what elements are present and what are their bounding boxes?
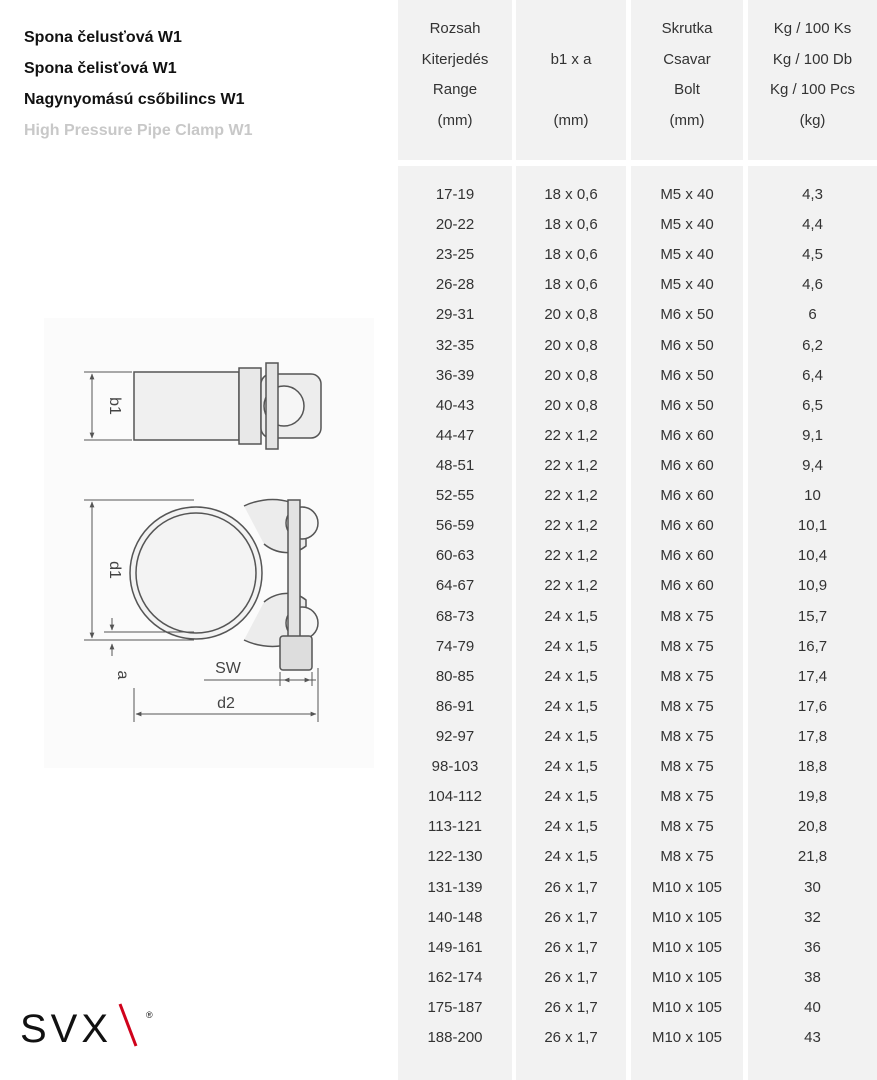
table-cell: 4,6 (802, 276, 823, 294)
table-cell: 20 x 0,8 (544, 306, 598, 324)
table-cell: M6 x 50 (660, 336, 714, 354)
header-line: (kg) (799, 111, 826, 129)
title-cz: Spona čelisťová W1 (24, 60, 177, 77)
table-cell: 23-25 (435, 246, 475, 264)
table-cell: 10,1 (797, 517, 828, 535)
table-cell: M6 x 60 (660, 487, 714, 505)
table-cell: 22 x 1,2 (544, 577, 598, 595)
header-line: Csavar (663, 50, 711, 68)
table-cell: 26 x 1,7 (544, 998, 598, 1016)
table-cell: 24 x 1,5 (544, 697, 598, 715)
table-cell: M8 x 75 (660, 727, 714, 745)
table-cell: 22 x 1,2 (544, 517, 598, 535)
table-cell: 48-51 (435, 456, 475, 474)
header-line: Kiterjedés (421, 50, 489, 68)
table-cell: 44-47 (435, 426, 475, 444)
table-cell: 26 x 1,7 (544, 908, 598, 926)
table-cell: 18 x 0,6 (544, 246, 598, 264)
table-cell: M6 x 60 (660, 426, 714, 444)
table-cell: M8 x 75 (660, 758, 714, 776)
logo-slash (120, 1004, 136, 1046)
table-cell: 24 x 1,5 (544, 788, 598, 806)
table-cell: M5 x 40 (660, 246, 714, 264)
table-cell: M8 x 75 (660, 788, 714, 806)
table-cell: 52-55 (435, 487, 475, 505)
table-cell: 26 x 1,7 (544, 968, 598, 986)
table-cell: 40 (804, 998, 821, 1016)
table-cell: 64-67 (435, 577, 475, 595)
table-cell: 4,3 (802, 186, 823, 203)
clamp-technical-drawing (44, 318, 374, 768)
table-cell: M6 x 60 (660, 456, 714, 474)
product-titles (24, 22, 253, 146)
table-cell: M6 x 60 (660, 577, 714, 595)
table-cell: 20 x 0,8 (544, 366, 598, 384)
column-cells (631, 180, 743, 1053)
table-cell: M10 x 105 (651, 1029, 723, 1047)
table-cell: 10,4 (797, 547, 828, 565)
table-cell: M6 x 50 (660, 366, 714, 384)
table-cell: 22 x 1,2 (544, 547, 598, 565)
dim-label-d2: d2 (217, 695, 235, 712)
dim-label-d1: d1 (106, 561, 123, 579)
dim-label-a: a (114, 670, 131, 680)
header-line: Range (432, 81, 478, 98)
table-cell: 26 x 1,7 (544, 1029, 598, 1047)
table-cell: 104-112 (428, 788, 482, 806)
table-cell: 60-63 (435, 547, 475, 565)
table-cell: 24 x 1,5 (544, 848, 598, 866)
table-cell: 10 (804, 487, 821, 505)
table-cell: 24 x 1,5 (544, 818, 598, 836)
table-cell: 18,8 (797, 758, 828, 776)
header-line: Skrutka (661, 20, 713, 37)
table-cell: M8 x 75 (660, 818, 714, 836)
header-line: Bolt (674, 81, 700, 98)
table-cell: 74-79 (435, 637, 475, 655)
table-cell: M6 x 60 (660, 517, 714, 535)
table-cell: 15,7 (797, 607, 828, 625)
title-sk: Spona čelusťová W1 (24, 29, 182, 46)
column-cells (748, 180, 877, 1053)
table-cell: 24 x 1,5 (544, 667, 598, 685)
table-cell: 32 (804, 908, 821, 926)
table-cell: 4,4 (802, 216, 823, 234)
table-cell: M5 x 40 (660, 186, 714, 203)
table-cell: 22 x 1,2 (544, 426, 598, 444)
header-line (516, 14, 626, 45)
table-cell: M10 x 105 (651, 938, 723, 956)
table-cell: M5 x 40 (660, 216, 714, 234)
table-cell: M6 x 50 (660, 396, 714, 414)
table-cell: 18 x 0,6 (544, 276, 598, 294)
table-cell: 9,4 (802, 456, 823, 474)
column-header (631, 14, 743, 136)
table-cell: 20,8 (797, 818, 828, 836)
header-divider (398, 160, 877, 166)
svx-logo (20, 1000, 160, 1050)
table-cell: 22 x 1,2 (544, 487, 598, 505)
table-cell: 4,5 (802, 246, 823, 264)
table-cell: 18 x 0,6 (544, 186, 598, 203)
table-cell: M6 x 60 (660, 547, 714, 565)
table-cell: 188-200 (427, 1029, 483, 1047)
table-cell: 26-28 (435, 276, 475, 294)
table-cell: M8 x 75 (660, 637, 714, 655)
table-cell: 162-174 (427, 968, 483, 986)
table-cell: 10,9 (797, 577, 828, 595)
header-line: (mm) (437, 111, 473, 129)
header-line: b1 x a (550, 50, 592, 68)
table-cell: 86-91 (435, 697, 475, 715)
table-cell: 24 x 1,5 (544, 758, 598, 776)
table-cell: 18 x 0,6 (544, 216, 598, 234)
title-hu: Nagynyomású csőbilincs W1 (24, 91, 245, 108)
header-line: (mm) (669, 111, 705, 129)
table-cell: M5 x 40 (660, 276, 714, 294)
table-cell: 38 (804, 968, 821, 986)
table-cell: 43 (804, 1029, 821, 1047)
table-cell: 30 (804, 878, 821, 896)
table-cell: 56-59 (435, 517, 475, 535)
table-cell: 6 (808, 306, 817, 324)
table-cell: 24 x 1,5 (544, 607, 598, 625)
table-cell: 92-97 (435, 727, 475, 745)
column-header (516, 14, 626, 136)
header-line: Rozsah (429, 20, 481, 37)
table-cell: 80-85 (435, 667, 475, 685)
front-view (130, 500, 318, 670)
table-cell: 6,2 (802, 336, 823, 354)
header-line: Kg / 100 Pcs (769, 81, 856, 98)
table-cell: 32-35 (435, 336, 475, 354)
logo-registered-mark: ® (146, 1010, 153, 1020)
table-cell: M10 x 105 (651, 878, 723, 896)
table-cell: 17-19 (435, 186, 475, 203)
table-cell: M10 x 105 (651, 998, 723, 1016)
dim-label-b1: b1 (106, 397, 123, 415)
table-cell: 149-161 (427, 938, 483, 956)
table-cell: 122-130 (427, 848, 483, 866)
table-cell: 17,6 (797, 697, 828, 715)
table-cell: 21,8 (797, 848, 828, 866)
table-cell: 6,4 (802, 366, 823, 384)
table-cell: M8 x 75 (660, 667, 714, 685)
table-cell: M6 x 50 (660, 306, 714, 324)
table-cell: M8 x 75 (660, 607, 714, 625)
table-cell: 26 x 1,7 (544, 938, 598, 956)
column-cells (516, 180, 626, 1053)
table-cell: 16,7 (797, 637, 828, 655)
table-cell: M8 x 75 (660, 848, 714, 866)
table-cell: 24 x 1,5 (544, 727, 598, 745)
table-cell: 29-31 (435, 306, 475, 324)
table-cell: 6,5 (802, 396, 823, 414)
table-cell: M8 x 75 (660, 697, 714, 715)
header-line: Kg / 100 Ks (773, 20, 852, 37)
table-cell: 20 x 0,8 (544, 336, 598, 354)
table-cell: 131-139 (427, 878, 483, 896)
header-line: (mm) (553, 111, 589, 129)
table-cell: 68-73 (435, 607, 475, 625)
title-en: High Pressure Pipe Clamp W1 (24, 122, 253, 139)
table-cell: 20-22 (435, 216, 475, 234)
table-cell: 175-187 (427, 998, 483, 1016)
column-header (398, 14, 512, 136)
table-cell: M10 x 105 (651, 908, 723, 926)
table-cell: 19,8 (797, 788, 828, 806)
column-cells (398, 180, 512, 1053)
table-cell: 140-148 (427, 908, 483, 926)
side-view (134, 363, 321, 449)
dim-label-sw: SW (215, 660, 241, 677)
table-cell: 22 x 1,2 (544, 456, 598, 474)
header-line (516, 75, 626, 106)
table-cell: 24 x 1,5 (544, 637, 598, 655)
table-cell: 36-39 (435, 366, 475, 384)
table-cell: 36 (804, 938, 821, 956)
table-cell: 20 x 0,8 (544, 396, 598, 414)
column-header (748, 14, 877, 136)
header-line: Kg / 100 Db (772, 50, 853, 68)
logo-text: SVX (20, 1007, 113, 1050)
table-cell: 17,8 (797, 727, 828, 745)
table-cell: M10 x 105 (651, 968, 723, 986)
table-cell: 113-121 (428, 818, 482, 836)
table-cell: 17,4 (797, 667, 828, 685)
table-cell: 98-103 (431, 758, 479, 776)
table-cell: 40-43 (435, 396, 475, 414)
table-cell: 26 x 1,7 (544, 878, 598, 896)
table-cell: 9,1 (802, 426, 823, 444)
